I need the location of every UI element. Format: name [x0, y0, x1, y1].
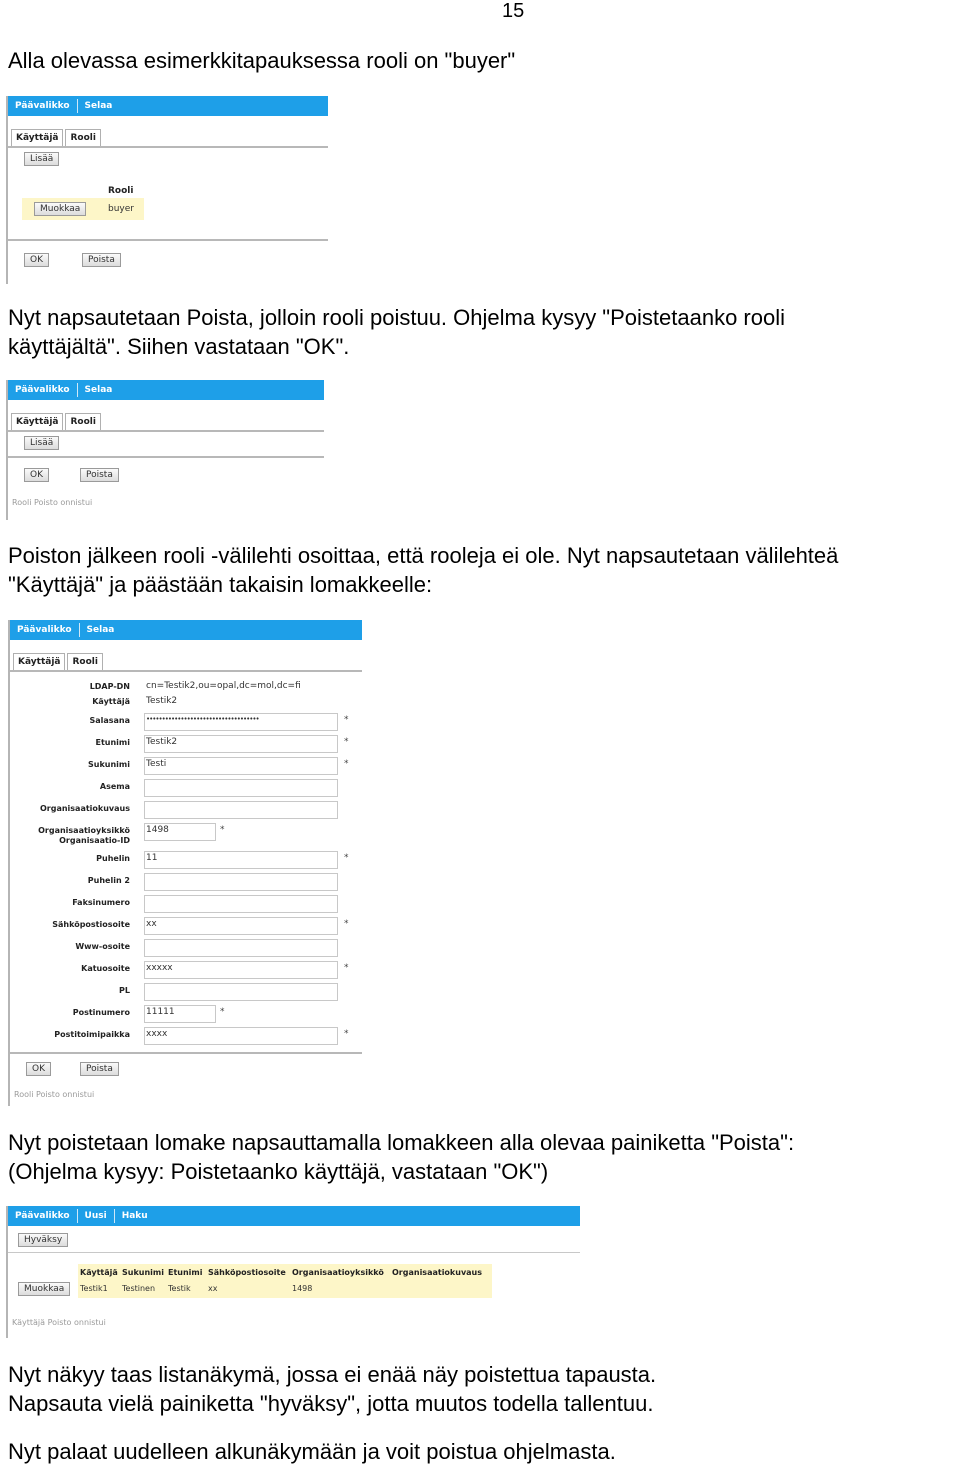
- field-input[interactable]: [144, 983, 338, 1001]
- paragraph-line: Nyt poistetaan lomake napsauttamalla lomakkeen alla olevaa painiketta "Poista":: [8, 1130, 795, 1155]
- column-header: Organisaatioyksikkö: [292, 1268, 384, 1277]
- menu-item-main[interactable]: Päävalikko: [17, 625, 72, 635]
- field-input[interactable]: [144, 757, 338, 775]
- paragraph-line: Poiston jälkeen rooli -välilehti osoittaa, että rooleja ei ole. Nyt napsautetaan välilehteä: [8, 543, 839, 568]
- field-input[interactable]: [144, 779, 338, 797]
- field-value: 11111: [146, 1007, 175, 1017]
- field-label: LDAP-DN: [89, 682, 130, 691]
- main-menu-bar: [8, 1206, 580, 1226]
- form-row: [10, 850, 360, 870]
- paragraph-line: käyttäjältä". Siihen vastataan "OK".: [8, 334, 350, 359]
- field-label: Postinumero: [72, 1008, 130, 1017]
- field-input[interactable]: [144, 917, 338, 935]
- field-value: cn=Testik2,ou=opal,dc=mol,dc=fi: [146, 681, 301, 691]
- main-menu-bar: [8, 96, 328, 116]
- field-value: Testi: [146, 759, 167, 769]
- tab-divider: [8, 430, 324, 432]
- field-label: Sähköpostiosoite: [52, 920, 130, 929]
- status-message: Rooli Poisto onnistui: [12, 498, 93, 507]
- column-header: Sähköpostiosoite: [208, 1268, 286, 1277]
- field-label: Käyttäjä: [92, 697, 130, 706]
- required-marker: *: [344, 737, 349, 747]
- paragraph-line: Nyt napsautetaan Poista, jolloin rooli poistuu. Ohjelma kysyy "Poistetaanko rooli: [8, 305, 785, 330]
- form-row: [10, 1004, 360, 1024]
- add-button[interactable]: Lisää: [24, 152, 59, 166]
- form-divider: [10, 1052, 362, 1054]
- required-marker: *: [344, 1029, 349, 1039]
- field-value: xxxx: [146, 1029, 168, 1039]
- screenshot-role-deleted: [6, 380, 324, 520]
- menu-item-search[interactable]: Haku: [121, 1211, 148, 1221]
- menu-item-main[interactable]: Päävalikko: [15, 1211, 70, 1221]
- required-marker: *: [344, 963, 349, 973]
- field-label: Postitoimipaikka: [54, 1030, 130, 1039]
- menu-item-new[interactable]: Uusi: [84, 1211, 107, 1221]
- field-label: Katuosoite: [81, 964, 130, 973]
- tab-bar: [13, 648, 362, 670]
- status-message: Rooli Poisto onnistui: [14, 1090, 95, 1099]
- ok-button[interactable]: OK: [24, 253, 49, 267]
- form-row: [10, 832, 360, 852]
- paragraph-1: [8, 46, 515, 75]
- delete-button[interactable]: Poista: [82, 253, 121, 267]
- form-row: [10, 916, 360, 936]
- screenshot-user-form: [8, 620, 362, 1106]
- main-menu-bar: [8, 380, 324, 400]
- required-marker: *: [344, 919, 349, 929]
- paragraph-line: Napsauta vielä painiketta "hyväksy", jotta muutos todella tallentuu.: [8, 1391, 654, 1416]
- tab-role[interactable]: Rooli: [67, 653, 102, 670]
- field-label: Organisaatio-ID: [59, 836, 130, 845]
- paragraph-6: [8, 1437, 616, 1466]
- field-label: Etunimi: [95, 738, 130, 747]
- table-cell: xx: [208, 1284, 218, 1293]
- field-input[interactable]: [144, 801, 338, 819]
- table-cell: Testik: [168, 1284, 191, 1293]
- field-value: 11: [146, 853, 158, 863]
- delete-button[interactable]: Poista: [80, 1062, 119, 1076]
- field-label: Organisaatiokuvaus: [39, 804, 130, 813]
- paragraph-line: "Käyttäjä" ja päästään takaisin lomakkeelle:: [8, 572, 433, 597]
- paragraph-line: (Ohjelma kysyy: Poistetaanko käyttäjä, vastataan "OK"): [8, 1159, 549, 1184]
- table-cell: 1498: [292, 1284, 313, 1293]
- screenshot-user-list: [6, 1206, 580, 1338]
- required-marker: *: [344, 759, 349, 769]
- tab-bar: [11, 408, 324, 430]
- column-header: Sukunimi: [122, 1268, 164, 1277]
- field-input[interactable]: [144, 851, 338, 869]
- paragraph-4: [8, 1128, 794, 1186]
- field-value: xx: [146, 919, 157, 929]
- paragraph-line: Alla olevassa esimerkkitapauksessa rooli on "buyer": [8, 48, 516, 73]
- form-row: [10, 938, 360, 958]
- form-row: [10, 894, 360, 914]
- paragraph-3: [8, 541, 838, 599]
- form-row: [10, 712, 360, 732]
- form-row: [10, 1026, 360, 1046]
- table-cell: Testinen: [122, 1284, 156, 1293]
- field-value: xxxxx: [146, 963, 173, 973]
- field-value: 1498: [146, 825, 169, 835]
- form-row: [10, 756, 360, 776]
- field-input[interactable]: [144, 895, 338, 913]
- edit-button[interactable]: Muokkaa: [34, 202, 86, 216]
- ok-button[interactable]: OK: [26, 1062, 51, 1076]
- field-value: Testik2: [146, 737, 178, 747]
- form-row: [10, 960, 360, 980]
- form-row: [10, 734, 360, 754]
- role-column-header: Rooli: [108, 186, 134, 196]
- field-label: Asema: [99, 782, 130, 791]
- form-divider: [8, 239, 328, 241]
- form-row: [10, 693, 360, 713]
- tab-role[interactable]: Rooli: [65, 129, 100, 146]
- column-header: Etunimi: [168, 1268, 203, 1277]
- field-value: ••••••••••••••••••••••••••••••••••••: [146, 715, 259, 723]
- menu-item-browse[interactable]: Selaa: [86, 625, 115, 635]
- tab-divider: [8, 146, 328, 148]
- form-row: [10, 982, 360, 1002]
- field-label: Www-osoite: [75, 942, 130, 951]
- required-marker: *: [344, 853, 349, 863]
- tab-user[interactable]: Käyttäjä: [11, 129, 63, 146]
- accept-button[interactable]: Hyväksy: [18, 1233, 68, 1247]
- tab-bar: [11, 124, 328, 146]
- status-message: Käyttäjä Poisto onnistui: [12, 1318, 106, 1327]
- main-menu-bar: [10, 620, 362, 640]
- tab-divider: [10, 670, 362, 672]
- menu-item-main[interactable]: Päävalikko: [15, 101, 70, 111]
- tab-user[interactable]: Käyttäjä: [13, 653, 65, 670]
- delete-button[interactable]: Poista: [80, 468, 119, 482]
- field-value: Testik2: [146, 696, 178, 706]
- list-divider: [8, 1252, 580, 1253]
- field-input[interactable]: [144, 961, 338, 979]
- screenshot-role-tab: [6, 96, 328, 284]
- field-input[interactable]: [144, 1027, 338, 1045]
- paragraph-2: [8, 303, 785, 361]
- field-label: Sukunimi: [88, 760, 130, 769]
- paragraph-line: Nyt näkyy taas listanäkymä, jossa ei enää näy poistettua tapausta.: [8, 1362, 657, 1387]
- paragraph-line: Nyt palaat uudelleen alkunäkymään ja voit poistua ohjelmasta.: [8, 1439, 616, 1464]
- field-label: Faksinumero: [72, 898, 130, 907]
- role-value: buyer: [108, 204, 134, 214]
- menu-item-browse[interactable]: Selaa: [84, 101, 113, 111]
- field-input[interactable]: [144, 873, 338, 891]
- edit-button[interactable]: Muokkaa: [18, 1282, 70, 1296]
- form-row: [10, 778, 360, 798]
- required-marker: *: [344, 715, 349, 725]
- table-cell: Testik1: [80, 1284, 108, 1293]
- form-row: [10, 800, 360, 820]
- ok-button[interactable]: OK: [24, 468, 49, 482]
- form-row: [10, 872, 360, 892]
- form-divider: [8, 456, 324, 458]
- field-label: Puhelin 2: [87, 876, 130, 885]
- column-header: Organisaatiokuvaus: [392, 1268, 483, 1277]
- column-header: Käyttäjä: [80, 1268, 118, 1277]
- tab-user[interactable]: Käyttäjä: [11, 413, 63, 430]
- page-number: 15: [502, 0, 525, 22]
- tab-role[interactable]: Rooli: [65, 413, 100, 430]
- field-label: Organisaatioyksikkö: [38, 826, 130, 835]
- required-marker: *: [220, 1007, 225, 1017]
- menu-item-browse[interactable]: Selaa: [84, 385, 113, 395]
- menu-item-main[interactable]: Päävalikko: [15, 385, 70, 395]
- add-button[interactable]: Lisää: [24, 436, 59, 450]
- field-label: Salasana: [89, 716, 130, 725]
- field-input[interactable]: [144, 939, 338, 957]
- required-marker: *: [220, 825, 225, 835]
- field-label: PL: [119, 986, 130, 995]
- field-label: Puhelin: [96, 854, 130, 863]
- paragraph-5: [8, 1360, 656, 1418]
